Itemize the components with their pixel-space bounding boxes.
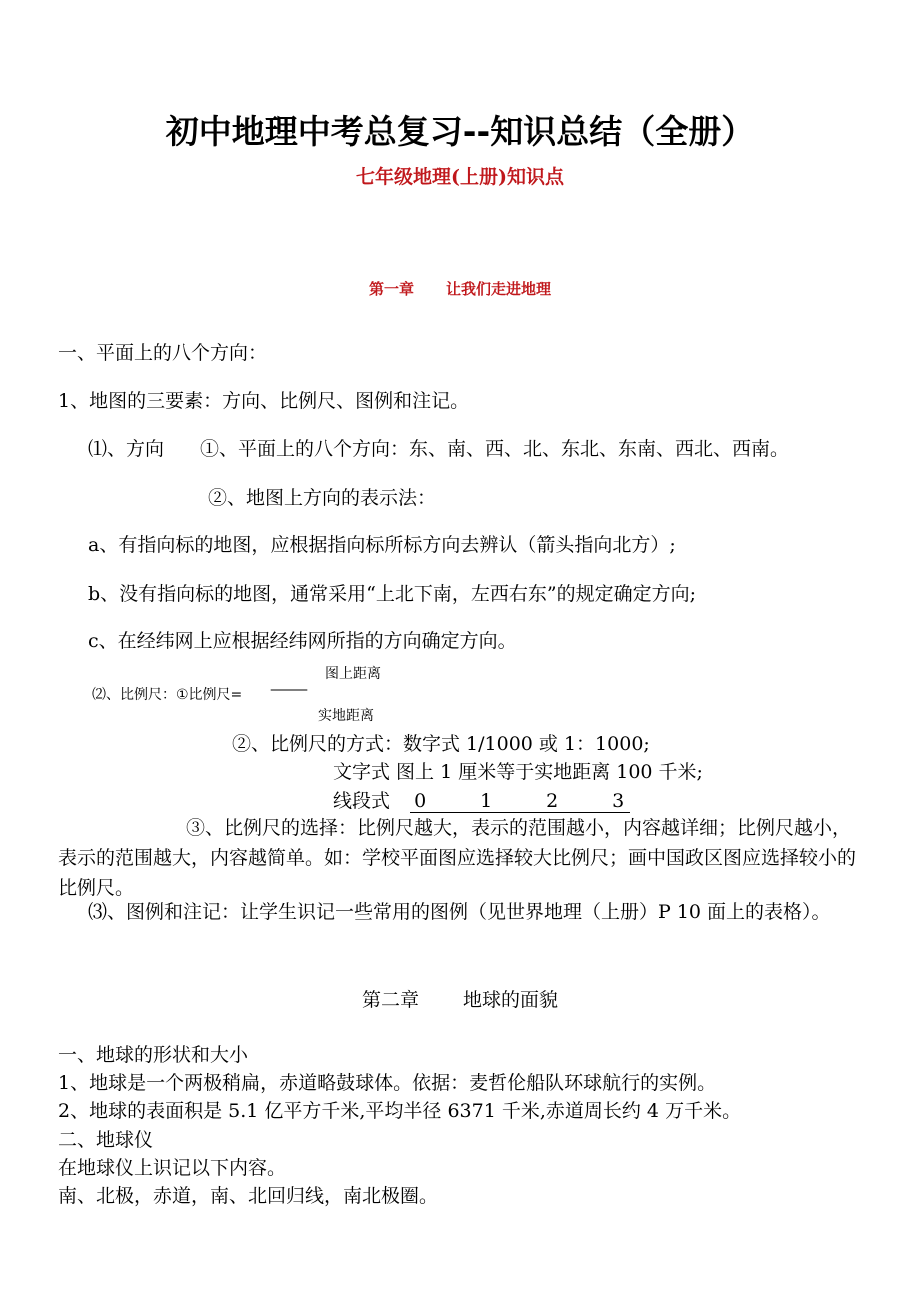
scale-text-form: 文字式 图上 1 厘米等于实地距离 100 千米; — [333, 761, 703, 783]
scale-tick-0: 0 — [414, 790, 427, 812]
chapter-1-heading — [0, 278, 920, 299]
section-1-heading: 一、平面上的八个方向： — [58, 342, 268, 364]
direction-item-2: ②、地图上方向的表示法： — [208, 487, 437, 509]
chapter-2-name: 地球的面貌 — [463, 989, 559, 1011]
scale-tick-3: 3 — [612, 790, 625, 812]
scale-line-form — [333, 786, 630, 813]
scale-fraction-line: ——— — [270, 682, 306, 698]
scale-line-label: 线段式 — [333, 790, 391, 812]
scale-tick-1: 1 — [480, 790, 493, 812]
direction-label: ⑴、方向 — [88, 438, 165, 460]
section-1-item-1: 1、地图的三要素：方向、比例尺、图例和注记。 — [58, 390, 470, 412]
scale-tick-2: 2 — [546, 790, 559, 812]
scale-choice-paragraph: ③、比例尺的选择：比例尺越大，表示的范围越小，内容越详细；比例尺越小，表示的范围越大，内容越简单。如：学校平面图应选择较大比例尺；画中国政区图应选择较小的比例尺。 — [58, 817, 857, 899]
direction-a: a、有指向标的地图，应根据指向标所标方向去辨认（箭头指向北方）; — [88, 534, 676, 556]
direction-item-1: ①、平面上的八个方向：东、南、西、北、东北、东南、西北、西南。 — [200, 438, 790, 460]
scale-denominator: 实地距离 — [318, 708, 374, 724]
chapter-2-section-1-heading: 一、地球的形状和大小 — [58, 1044, 249, 1066]
direction-b: b、没有指向标的地图，通常采用“上北下南，左西右东”的规定确定方向; — [88, 583, 696, 605]
document-title: 初中地理中考总复习--知识总结（全册） — [165, 112, 755, 151]
scale-ways: ②、比例尺的方式：数字式 1/1000 或 1：1000; — [232, 733, 650, 755]
chapter-1-name: 让我们走进地理 — [446, 280, 552, 298]
scale-line-bar — [410, 790, 630, 813]
chapter-2-heading — [0, 985, 920, 1012]
document-subtitle: 七年级地理(上册)知识点 — [356, 166, 564, 188]
scale-definition: ⑵、比例尺：①比例尺= — [92, 687, 243, 703]
scale-numerator: 图上距离 — [325, 666, 381, 682]
chapter-2-section-2-heading: 二、地球仪 — [58, 1129, 154, 1151]
legend-note-paragraph: ⑶、图例和注记：让学生识记一些常用的图例（见世界地理（上册）P 10 面上的表格）。 — [88, 901, 831, 923]
direction-c: c、在经纬网上应根据经纬网所指的方向确定方向。 — [88, 630, 517, 652]
chapter-1-number: 第一章 — [368, 280, 414, 298]
chapter-2-section-2-intro: 在地球仪上识记以下内容。 — [58, 1157, 287, 1179]
chapter-2-section-1-item-2: 2、地球的表面积是 5.1 亿平方千米,平均半径 6371 千米,赤道周长约 4 万千米。 — [58, 1100, 742, 1122]
chapter-2-section-1-item-1: 1、地球是一个两极稍扁，赤道略鼓球体。依据：麦哲伦船队环球航行的实例。 — [58, 1072, 717, 1094]
chapter-2-number: 第二章 — [361, 989, 419, 1011]
chapter-2-section-2-list: 南、北极，赤道，南、北回归线，南北极圈。 — [58, 1185, 439, 1207]
